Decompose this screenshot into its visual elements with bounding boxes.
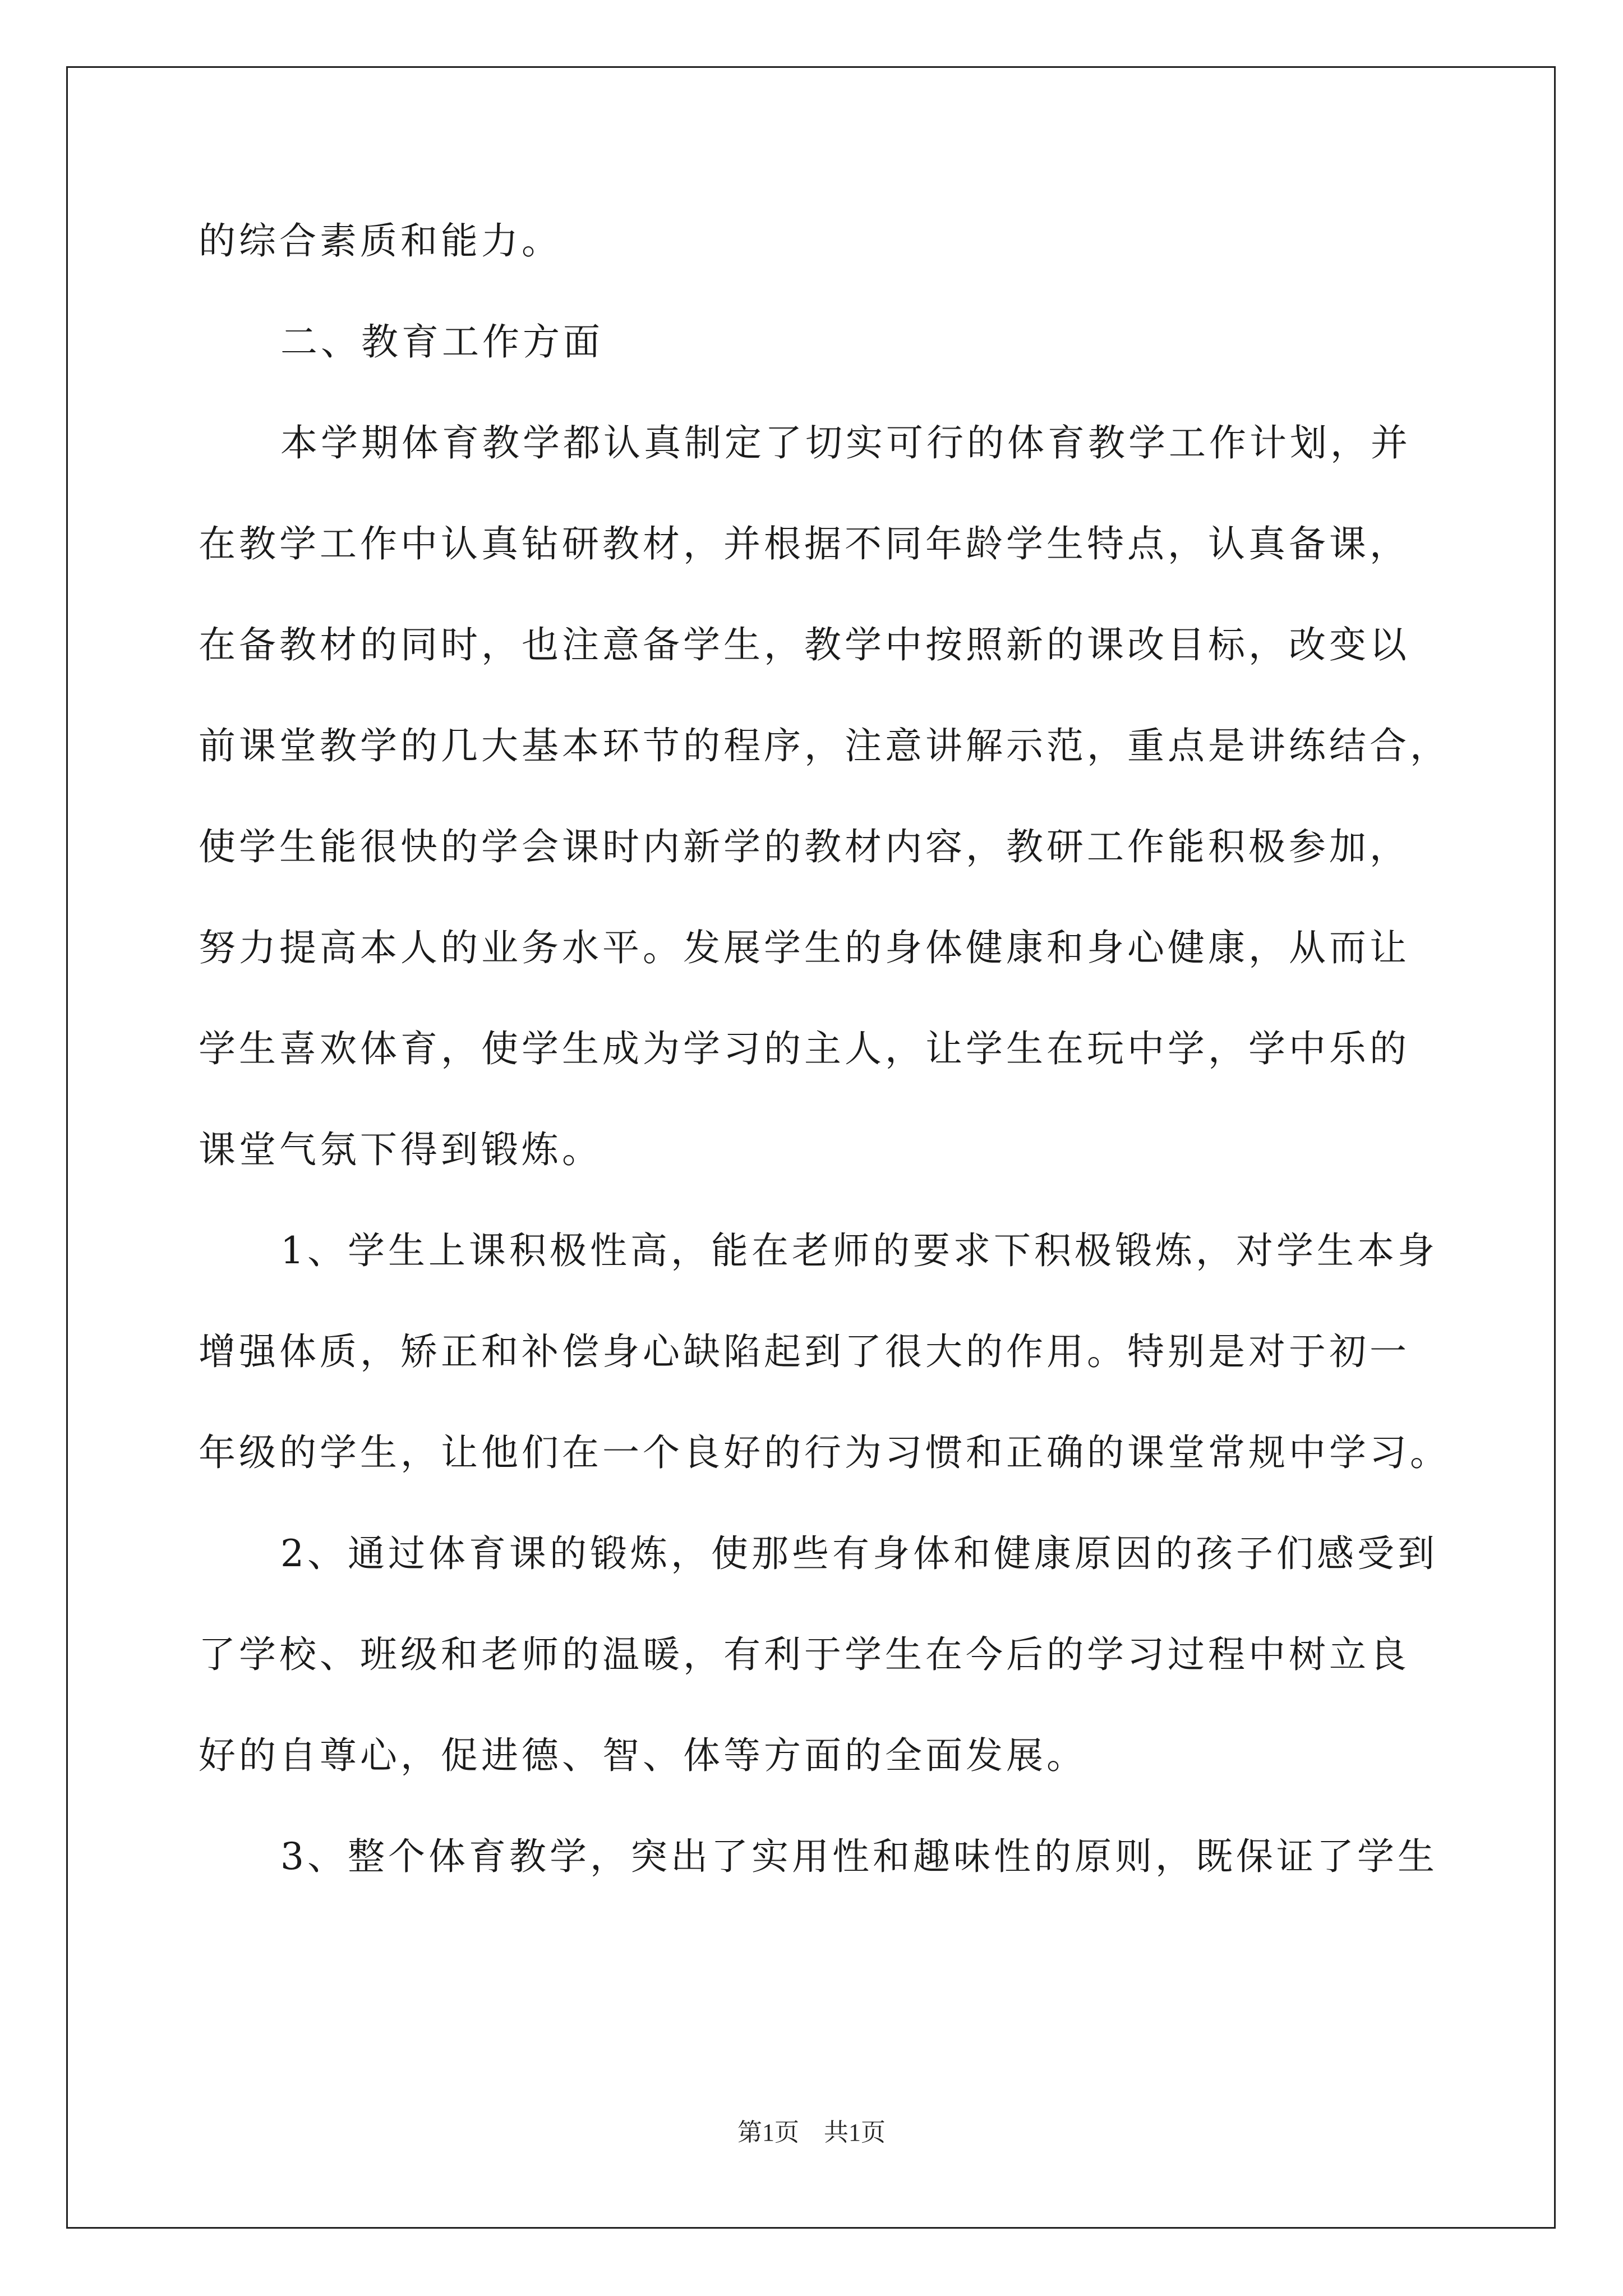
text-line: 本学期体育教学都认真制定了切实可行的体育教学工作计划，并 xyxy=(280,421,1411,464)
text-line: 1、学生上课积极性高，能在老师的要求下积极锻炼，对学生本身 xyxy=(280,1229,1438,1272)
text-line: 年级的学生，让他们在一个良好的行为习惯和正确的课堂常规中学习。 xyxy=(199,1431,1450,1474)
text-line: 课堂气氛下得到锻炼。 xyxy=(199,1128,602,1171)
text-line: 3、整个体育教学，突出了实用性和趣味性的原则，既保证了学生 xyxy=(280,1835,1438,1878)
text-line: 增强体质，矫正和补偿身心缺陷起到了很大的作用。特别是对于初一 xyxy=(199,1330,1410,1373)
document-body xyxy=(199,191,1450,1907)
text-line: 2、通过体育课的锻炼，使那些有身体和健康原因的孩子们感受到 xyxy=(280,1532,1438,1575)
text-line: 在备教材的同时，也注意备学生，教学中按照新的课改目标，改变以 xyxy=(199,623,1410,666)
text-line: 学生喜欢体育，使学生成为学习的主人，让学生在玩中学，学中乐的 xyxy=(199,1027,1410,1070)
text-line: 在教学工作中认真钻研教材，并根据不同年龄学生特点，认真备课， xyxy=(199,522,1410,565)
text-line: 使学生能很快的学会课时内新学的教材内容，教研工作能积极参加， xyxy=(199,825,1410,868)
text-line: 了学校、班级和老师的温暖，有利于学生在今后的学习过程中树立良 xyxy=(199,1633,1410,1676)
text-line: 好的自尊心，促进德、智、体等方面的全面发展。 xyxy=(199,1734,1087,1777)
text-line: 前课堂教学的几大基本环节的程序，注意讲解示范，重点是讲练结合， xyxy=(199,724,1450,767)
page-number: 第1页 xyxy=(737,2119,799,2146)
section-heading: 二、教育工作方面 xyxy=(280,320,603,364)
page-footer xyxy=(0,2112,1623,2148)
text-line: 的综合素质和能力。 xyxy=(199,219,562,263)
page-total: 共1页 xyxy=(824,2119,886,2146)
text-line: 努力提高本人的业务水平。发展学生的身体健康和身心健康，从而让 xyxy=(199,926,1410,969)
